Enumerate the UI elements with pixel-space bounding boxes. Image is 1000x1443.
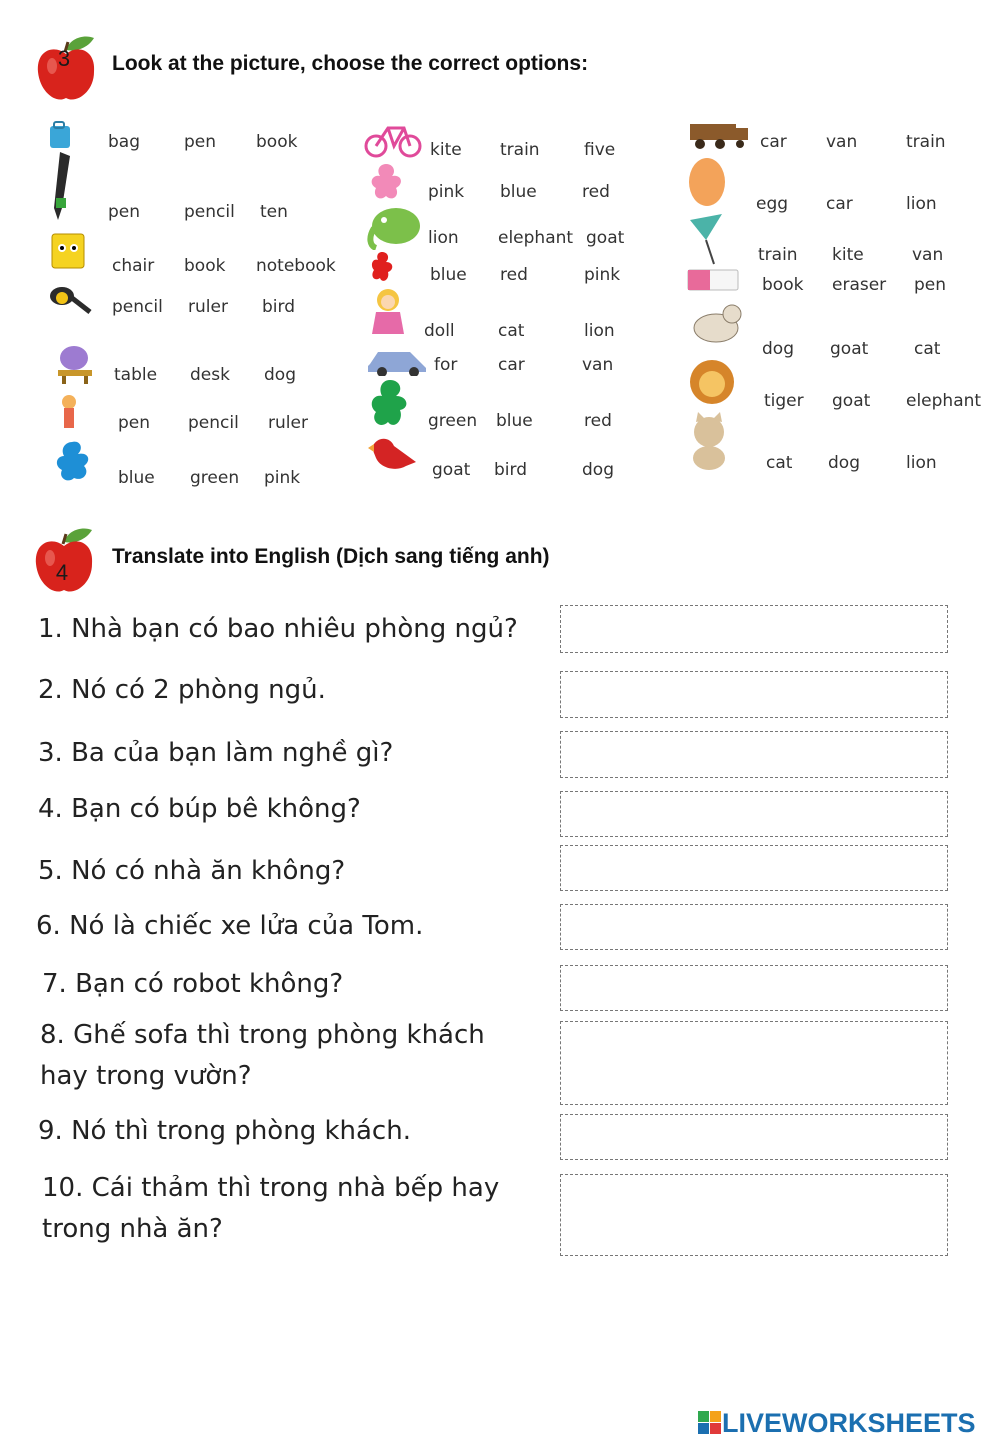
option-2-6b[interactable]: car <box>498 355 525 375</box>
answer-box-10[interactable] <box>560 1174 948 1256</box>
option-1-2c[interactable]: ten <box>260 202 288 222</box>
answer-box-3[interactable] <box>560 731 948 778</box>
option-2-3c[interactable]: goat <box>586 228 625 248</box>
liveworksheets-logo-icon <box>698 1411 722 1435</box>
option-3-2a[interactable]: egg <box>756 194 789 214</box>
pen-icon <box>46 150 76 222</box>
question-text: 6. Nó là chiếc xe lửa của Tom. <box>36 911 424 941</box>
option-1-6a[interactable]: pen <box>118 413 151 433</box>
train-icon <box>686 116 752 150</box>
ruler-character-icon <box>54 392 84 432</box>
option-1-3c[interactable]: notebook <box>256 256 336 276</box>
question-text: 10. Cái thảm thì trong nhà bếp hay <box>42 1173 500 1203</box>
option-1-3a[interactable]: chair <box>112 256 155 276</box>
blue-splash-icon <box>54 438 94 486</box>
question-text: 3. Ba của bạn làm nghề gì? <box>38 738 394 768</box>
question-text: hay trong vườn? <box>40 1061 252 1091</box>
option-2-5c[interactable]: lion <box>584 321 615 341</box>
option-2-6a[interactable]: for <box>434 355 458 375</box>
kite-icon <box>686 210 730 266</box>
question-1 <box>38 609 548 650</box>
elephant-icon <box>364 204 426 250</box>
option-1-7a[interactable]: blue <box>118 468 155 488</box>
option-1-7c[interactable]: pink <box>264 468 301 488</box>
option-2-2b[interactable]: blue <box>500 182 537 202</box>
option-1-4a[interactable]: pencil <box>112 297 163 317</box>
option-1-1a[interactable]: bag <box>108 132 140 152</box>
answer-input-8[interactable] <box>561 1022 947 1104</box>
answer-input-4[interactable] <box>561 792 947 836</box>
option-3-6a[interactable]: tiger <box>764 391 804 411</box>
option-1-4c[interactable]: bird <box>262 297 295 317</box>
option-3-6b[interactable]: goat <box>832 391 871 411</box>
option-1-5b[interactable]: desk <box>190 365 230 385</box>
green-splash-icon <box>370 378 410 432</box>
answer-box-9[interactable] <box>560 1114 948 1160</box>
option-1-2b[interactable]: pencil <box>184 202 235 222</box>
answer-input-5[interactable] <box>561 846 947 890</box>
option-2-5b[interactable]: cat <box>498 321 525 341</box>
answer-input-6[interactable] <box>561 905 947 949</box>
option-2-2c[interactable]: red <box>582 182 610 202</box>
question-text: trong nhà ăn? <box>42 1214 223 1244</box>
question-text: 9. Nó thì trong phòng khách. <box>38 1116 411 1146</box>
goat-icon <box>686 296 746 352</box>
answer-box-6[interactable] <box>560 904 948 950</box>
option-2-1c[interactable]: five <box>584 140 616 160</box>
question-4 <box>38 789 548 830</box>
pink-splash-icon <box>370 162 406 202</box>
option-3-5b[interactable]: goat <box>830 339 869 359</box>
option-1-4b[interactable]: ruler <box>188 297 228 317</box>
option-2-1b[interactable]: train <box>500 140 540 160</box>
option-2-5a[interactable]: doll <box>424 321 455 341</box>
option-2-7c[interactable]: red <box>584 411 612 431</box>
question-text: 2. Nó có 2 phòng ngủ. <box>38 675 326 705</box>
answer-box-4[interactable] <box>560 791 948 837</box>
option-3-4a[interactable]: book <box>762 275 804 295</box>
option-1-5a[interactable]: table <box>114 365 158 385</box>
lion-icon <box>686 356 738 408</box>
answer-box-1[interactable] <box>560 605 948 653</box>
question-text: 1. Nhà bạn có bao nhiêu phòng ngủ? <box>38 614 518 644</box>
option-2-3a[interactable]: lion <box>428 228 459 248</box>
answer-input-9[interactable] <box>561 1115 947 1159</box>
option-1-6b[interactable]: pencil <box>188 413 239 433</box>
notebook-icon <box>48 228 92 272</box>
question-text: 5. Nó có nhà ăn không? <box>38 856 346 886</box>
option-3-1c[interactable]: train <box>906 132 946 152</box>
eraser-icon <box>686 266 742 294</box>
option-3-7b[interactable]: dog <box>828 453 860 473</box>
option-3-5c[interactable]: cat <box>914 339 941 359</box>
option-3-1b[interactable]: van <box>826 132 858 152</box>
option-2-7a[interactable]: green <box>428 411 478 431</box>
option-3-5a[interactable]: dog <box>762 339 794 359</box>
question-9 <box>38 1111 548 1152</box>
option-3-6c[interactable]: elephant <box>906 391 982 411</box>
option-1-2a[interactable]: pen <box>108 202 141 222</box>
bird-icon <box>46 280 92 316</box>
section-number: 4 <box>55 560 69 585</box>
red-splash-icon <box>370 250 396 284</box>
question-text: 4. Bạn có búp bê không? <box>38 794 361 824</box>
option-2-8b[interactable]: bird <box>494 460 527 480</box>
answer-box-7[interactable] <box>560 965 948 1011</box>
question-2 <box>38 670 548 711</box>
question-8 <box>40 1015 550 1097</box>
answer-input-7[interactable] <box>561 966 947 1010</box>
option-2-7b[interactable]: blue <box>496 411 533 431</box>
answer-input-1[interactable] <box>561 606 947 652</box>
option-2-1a[interactable]: kite <box>430 140 462 160</box>
option-2-8a[interactable]: goat <box>432 460 471 480</box>
option-1-6c[interactable]: ruler <box>268 413 308 433</box>
option-1-7b[interactable]: green <box>190 468 240 488</box>
section-3-instruction: Look at the picture, choose the correct options: <box>112 52 589 75</box>
liveworksheets-logo[interactable] <box>698 1408 976 1438</box>
doll-icon <box>366 286 410 342</box>
option-3-3a[interactable]: train <box>758 245 798 265</box>
cat-icon <box>686 412 732 472</box>
option-3-2b[interactable]: car <box>826 194 853 214</box>
brand-name: LIVEWORKSHEETS <box>722 1407 976 1438</box>
question-text: 8. Ghế sofa thì trong phòng khách <box>40 1020 485 1050</box>
option-2-4b[interactable]: red <box>500 265 528 285</box>
answer-box-5[interactable] <box>560 845 948 891</box>
answer-input-2[interactable] <box>561 672 947 717</box>
apple-number-icon <box>34 524 98 588</box>
answer-box-8[interactable] <box>560 1021 948 1105</box>
egg-icon <box>686 154 728 208</box>
schoolbag-icon <box>48 120 74 150</box>
option-2-4c[interactable]: pink <box>584 265 621 285</box>
option-3-4b[interactable]: eraser <box>832 275 887 295</box>
answer-box-2[interactable] <box>560 671 948 718</box>
question-10 <box>42 1168 552 1250</box>
question-5 <box>38 851 548 892</box>
option-3-7a[interactable]: cat <box>766 453 793 473</box>
apple-number-icon <box>36 32 100 96</box>
option-2-8c[interactable]: dog <box>582 460 614 480</box>
section-number: 3 <box>57 46 71 71</box>
option-1-3b[interactable]: book <box>184 256 226 276</box>
bicycle-icon <box>364 118 424 158</box>
question-text: 7. Bạn có robot không? <box>42 969 344 999</box>
option-1-1b[interactable]: pen <box>184 132 217 152</box>
option-2-3b[interactable]: elephant <box>498 228 574 248</box>
option-1-5c[interactable]: dog <box>264 365 296 385</box>
cardinal-bird-icon <box>366 432 424 480</box>
option-3-7c[interactable]: lion <box>906 453 937 473</box>
answer-input-10[interactable] <box>561 1175 947 1255</box>
section-4-instruction: Translate into English (Dịch sang tiếng anh) <box>112 545 550 568</box>
option-2-4a[interactable]: blue <box>430 265 467 285</box>
question-3 <box>38 733 548 774</box>
option-2-2a[interactable]: pink <box>428 182 465 202</box>
option-3-3c[interactable]: van <box>912 245 944 265</box>
dog-on-table-icon <box>52 340 98 384</box>
car-icon <box>366 344 430 376</box>
option-3-2c[interactable]: lion <box>906 194 937 214</box>
question-6 <box>36 906 546 947</box>
question-7 <box>42 964 552 1005</box>
option-3-4c[interactable]: pen <box>914 275 947 295</box>
option-3-1a[interactable]: car <box>760 132 787 152</box>
option-2-6c[interactable]: van <box>582 355 614 375</box>
answer-input-3[interactable] <box>561 732 947 777</box>
option-1-1c[interactable]: book <box>256 132 298 152</box>
option-3-3b[interactable]: kite <box>832 245 864 265</box>
